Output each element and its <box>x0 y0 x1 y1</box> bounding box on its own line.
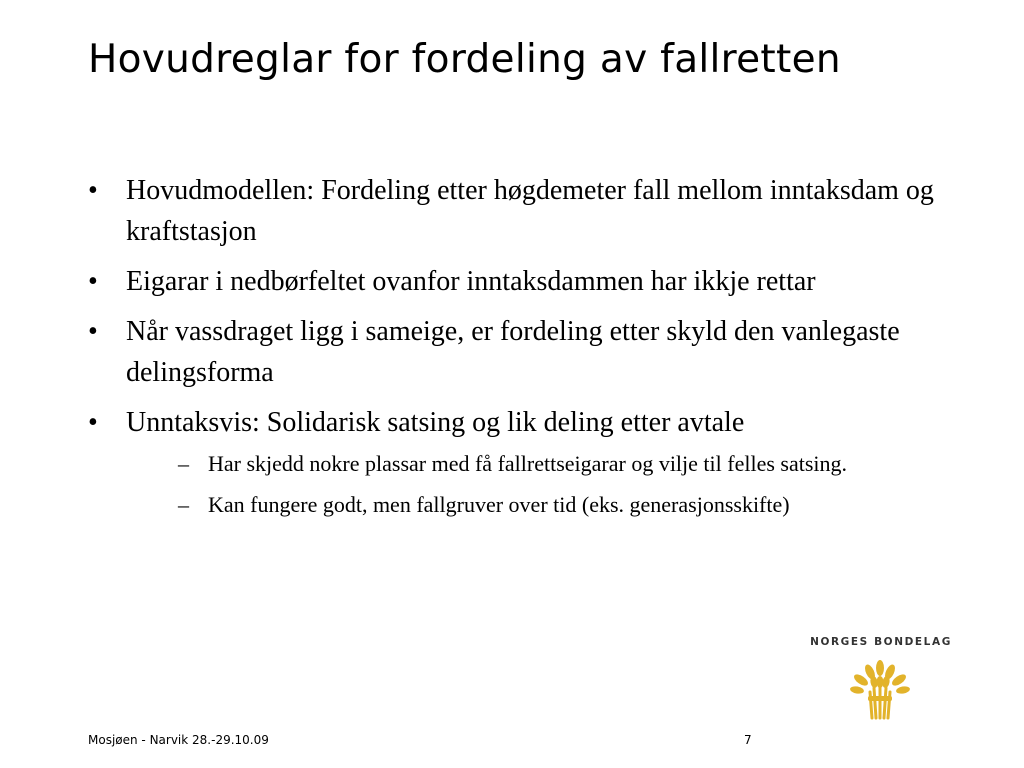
norges-bondelag-logo <box>806 636 956 726</box>
logo-text: NORGES BONDELAG <box>810 636 952 648</box>
bullet-text: Hovudmodellen: Fordeling etter høgdemeter fall mellom inntaksdam og kraftstasjon <box>126 175 934 247</box>
sub-bullet-marker: – <box>178 492 189 517</box>
slide-content <box>88 170 948 530</box>
bullet-text: Eigarar i nedbørfeltet ovanfor inntaksdammen har ikkje rettar <box>126 266 816 297</box>
bullet-item <box>88 170 948 252</box>
bullet-item <box>88 311 948 393</box>
sub-bullet-text: Har skjedd nokre plassar med få fallrettseigarar og vilje til felles satsing. <box>208 451 848 476</box>
footer-event-text: Mosjøen - Narvik 28.-29.10.09 <box>88 733 269 747</box>
sub-bullet-item <box>126 488 948 521</box>
wheat-sheaf-icon <box>850 658 910 720</box>
page-number: 7 <box>744 733 752 747</box>
sub-bullet-item <box>126 447 948 480</box>
bullet-marker: • <box>88 266 98 297</box>
sub-bullet-text: Kan fungere godt, men fallgruver over tid (eks. generasjonsskifte) <box>208 492 790 517</box>
bullet-list <box>88 170 948 521</box>
slide-title: Hovudreglar for fordeling av fallretten <box>88 37 841 82</box>
bullet-marker: • <box>88 316 98 347</box>
bullet-text: Når vassdraget ligg i sameige, er fordeling etter skyld den vanlegaste delingsforma <box>126 316 900 388</box>
bullet-item <box>88 261 948 302</box>
sub-bullet-marker: – <box>178 451 189 476</box>
bullet-marker: • <box>88 407 98 438</box>
bullet-marker: • <box>88 175 98 206</box>
sub-bullet-list <box>126 447 948 521</box>
bullet-text: Unntaksvis: Solidarisk satsing og lik deling etter avtale <box>126 407 745 438</box>
bullet-item <box>88 402 948 521</box>
